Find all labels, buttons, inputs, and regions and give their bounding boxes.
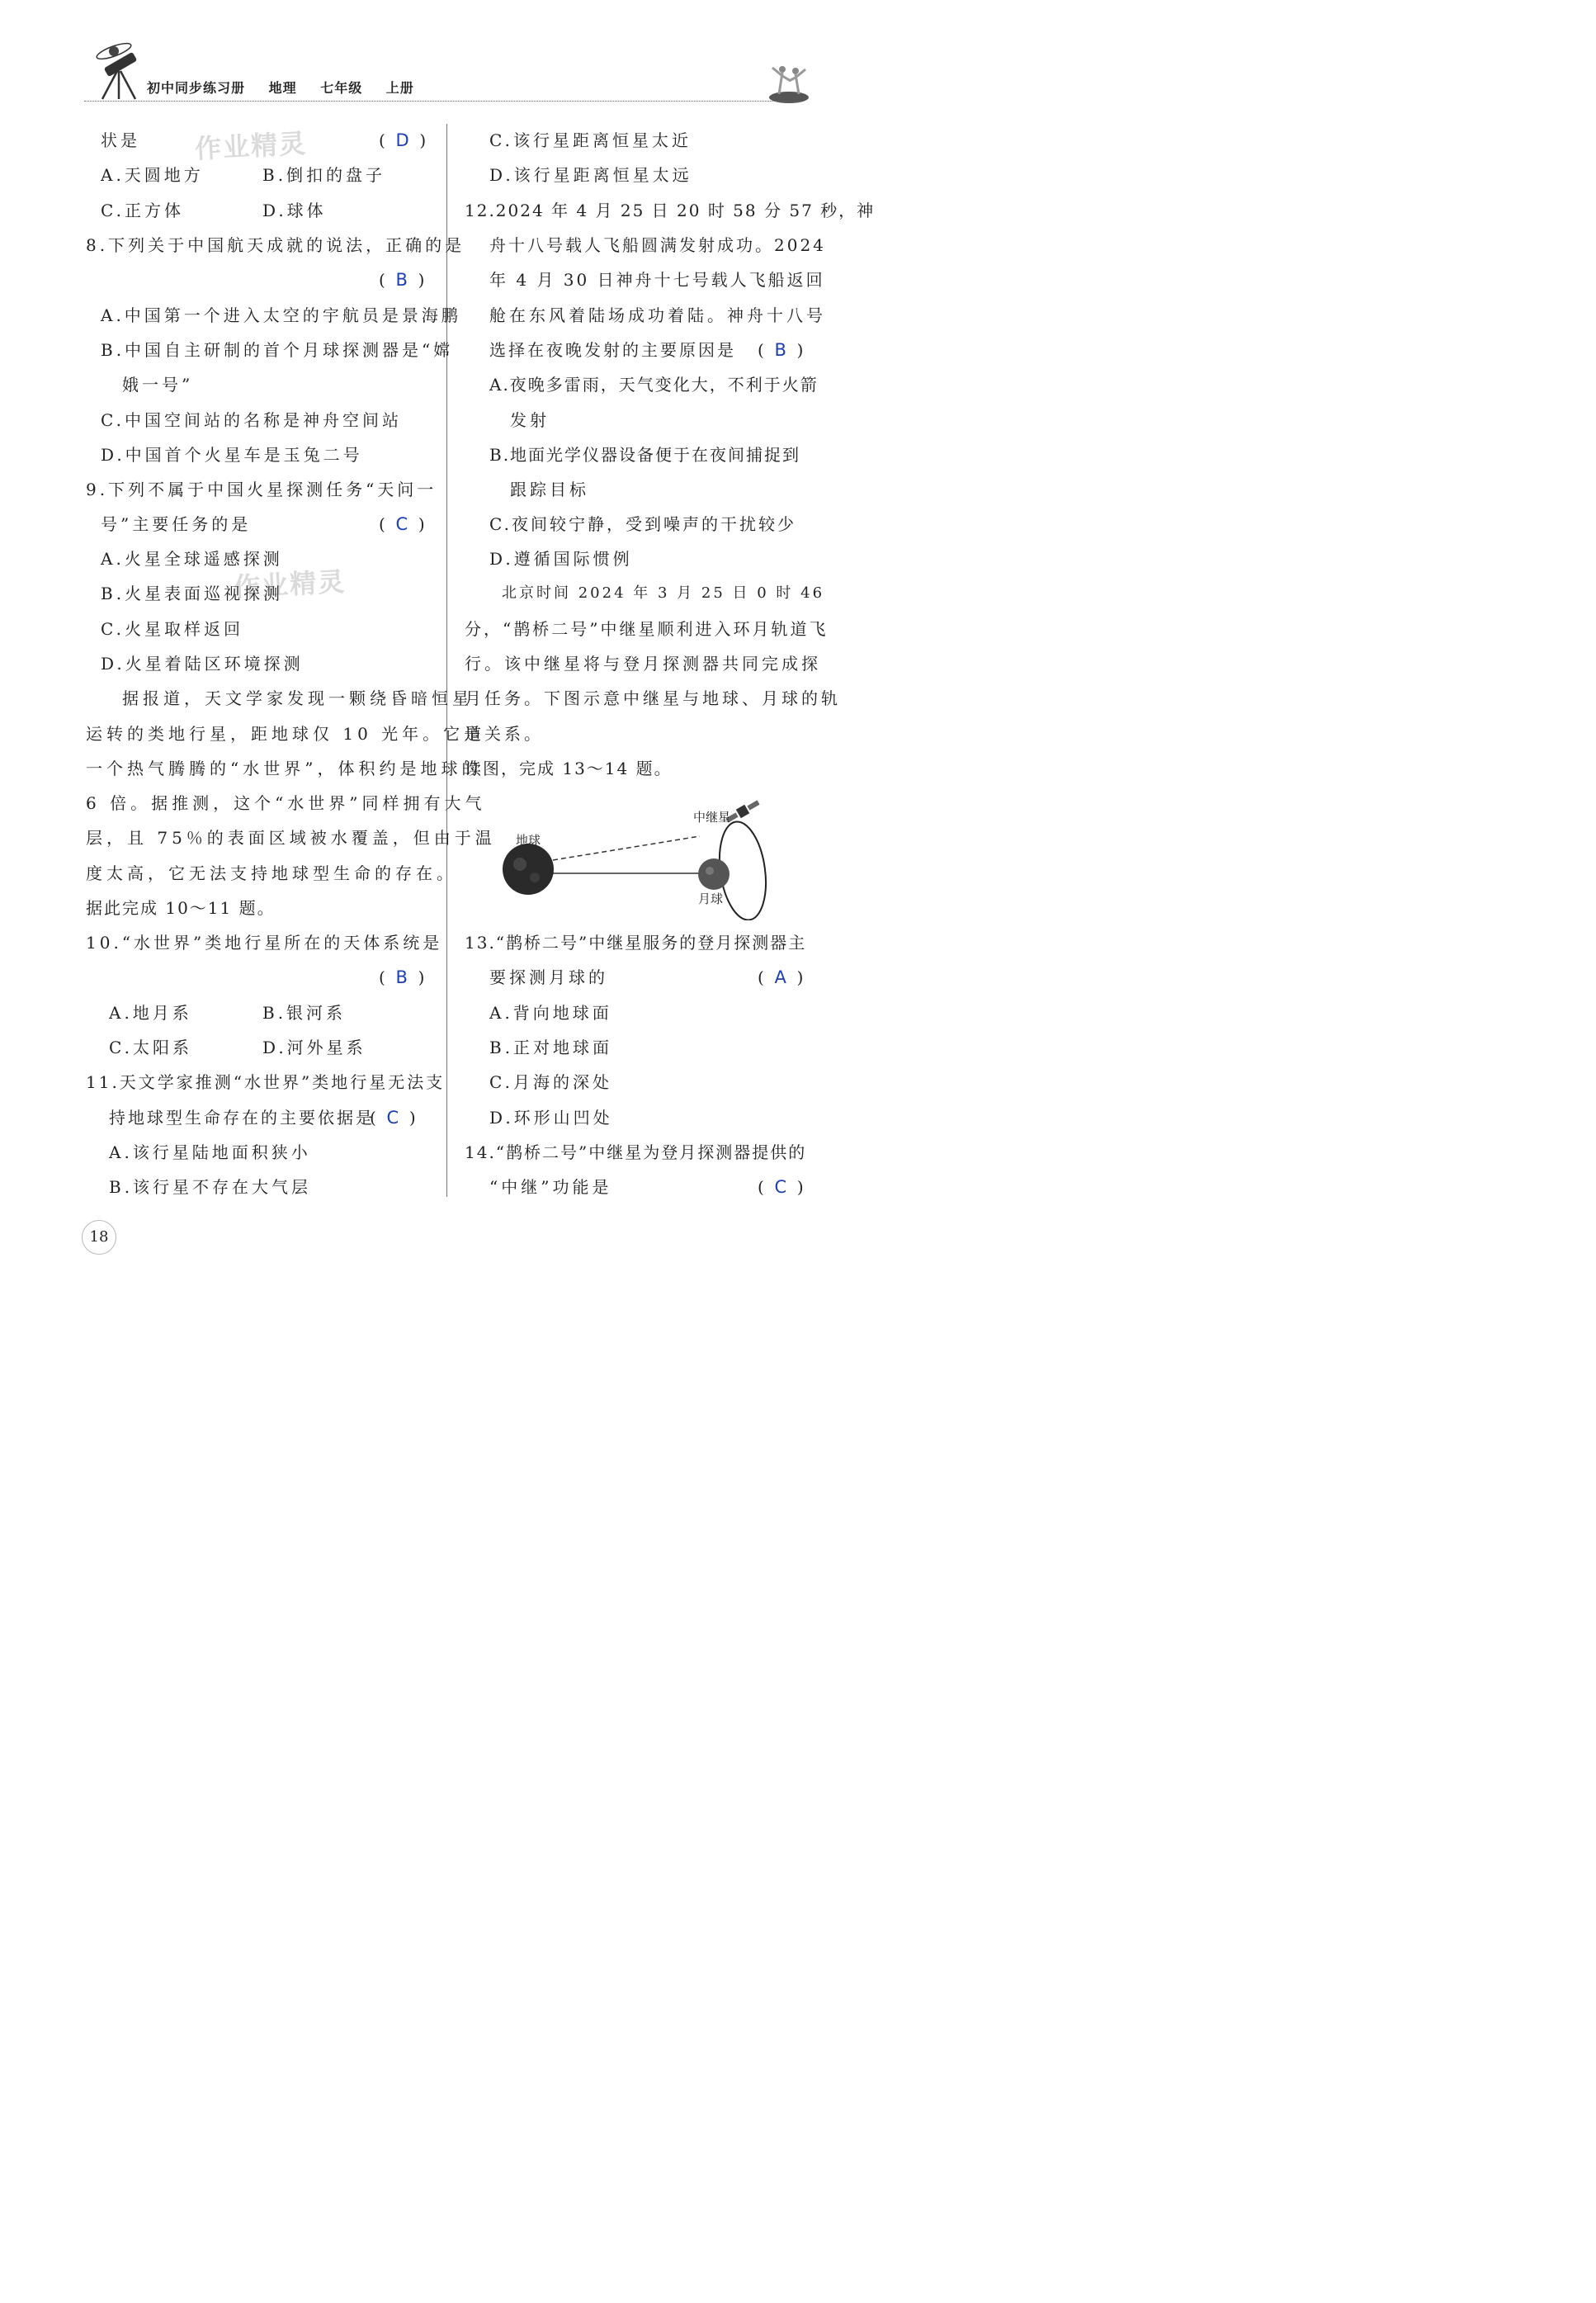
q13-option-b: B.正对地球面 <box>489 1038 613 1057</box>
q14-stem-cont: “中继”功能是 <box>489 1177 612 1197</box>
header-volume: 上册 <box>385 80 414 96</box>
q8-stem: 8.下列关于中国航天成就的说法，正确的是 <box>86 235 465 255</box>
q12-option-b-cont: 跟踪目标 <box>510 480 589 499</box>
q7-option-c: C.正方体 <box>101 201 184 220</box>
q11-answer: C <box>386 1108 399 1128</box>
q7-stem-tail: 状是 <box>101 130 140 150</box>
q10-option-a: A.地月系 <box>109 1003 192 1023</box>
q12-option-c: C.夜间较宁静，受到噪声的干扰较少 <box>489 514 796 534</box>
q7-option-a: A.天圆地方 <box>101 165 204 185</box>
q10-option-b: B.银河系 <box>262 1003 347 1023</box>
orbit-diagram-graphic <box>495 797 792 920</box>
q8-option-c: C.中国空间站的名称是神舟空间站 <box>101 410 402 430</box>
q12-stem-line: 选择在夜晚发射的主要原因是 <box>489 340 736 360</box>
watermark: 作业精灵 <box>194 127 309 165</box>
q13-answer-bracket: ( A ) <box>758 967 804 987</box>
q11-option-a: A.该行星陆地面积狭小 <box>109 1142 311 1162</box>
telescope-logo-icon <box>89 41 145 101</box>
passage-line: 6 倍。据推测，这个“水世界”同样拥有大气 <box>86 793 486 813</box>
q10-answer: B <box>395 967 408 987</box>
watermark: 作业精灵 <box>233 565 347 603</box>
q8-option-a: A.中国第一个进入太空的宇航员是景海鹏 <box>101 305 461 325</box>
q12-option-b: B.地面光学仪器设备便于在夜间捕捉到 <box>489 445 801 465</box>
q10-stem: 10.“水世界”类地行星所在的天体系统是 <box>86 933 443 953</box>
q10-answer-bracket: ( B ) <box>379 967 425 987</box>
q13-option-d: D.环形山凹处 <box>489 1108 613 1128</box>
q9-option-a: A.火星全球遥感探测 <box>101 549 283 569</box>
q13-answer: A <box>774 967 786 987</box>
q11-option-d: D.该行星距离恒星太远 <box>489 165 692 185</box>
passage2-line: 月任务。下图示意中继星与地球、月球的轨 <box>465 688 841 708</box>
q13-option-a: A.背向地球面 <box>489 1003 612 1023</box>
q11-option-b: B.该行星不存在大气层 <box>109 1177 312 1197</box>
q9-option-b: B.火星表面巡视探测 <box>101 584 284 603</box>
q12-option-d: D.遵循国际惯例 <box>489 549 633 569</box>
q8-answer-bracket: ( B ) <box>379 270 425 290</box>
header-subject: 地理 <box>268 80 297 96</box>
q9-option-d: D.火星着陆区环境探测 <box>101 654 304 674</box>
running-header <box>147 78 432 97</box>
q12-option-a-cont: 发射 <box>510 410 550 430</box>
q14-answer: C <box>774 1177 787 1197</box>
q7-answer: D <box>395 130 409 150</box>
header-rule <box>84 101 800 102</box>
q13-stem-cont: 要探测月球的 <box>489 967 608 987</box>
passage2-line: 道关系。 <box>465 724 544 744</box>
q11-stem: 11.天文学家推测“水世界”类地行星无法支 <box>86 1072 446 1092</box>
q12-answer-bracket: ( B ) <box>758 340 804 360</box>
q12-stem-line: 舟十八号载人飞船圆满发射成功。2024 <box>489 235 826 255</box>
page-number: 18 <box>82 1220 116 1255</box>
q12-stem-line: 年 4 月 30 日神舟十七号载人飞船返回 <box>489 270 825 290</box>
q7-answer-bracket: ( D ) <box>379 130 427 150</box>
q14-stem: 14.“鹊桥二号”中继星为登月探测器提供的 <box>465 1142 807 1162</box>
q11-stem-cont: 持地球型生命存在的主要依据是 <box>109 1108 375 1128</box>
q8-option-d: D.中国首个火星车是玉兔二号 <box>101 445 363 465</box>
q10-option-d: D.河外星系 <box>262 1038 366 1057</box>
q13-stem: 13.“鹊桥二号”中继星服务的登月探测器主 <box>465 933 807 953</box>
q9-stem-cont: 号”主要任务的是 <box>101 514 252 534</box>
passage-line: 层，且 75％的表面区域被水覆盖，但由于温 <box>86 828 496 848</box>
header-grade: 七年级 <box>320 80 363 96</box>
q9-option-c: C.火星取样返回 <box>101 619 243 639</box>
passage2-line: 分，“鹊桥二号”中继星顺利进入环月轨道飞 <box>465 619 829 639</box>
passage2-line: 行。该中继星将与登月探测器共同完成探 <box>465 654 821 674</box>
orbit-diagram <box>495 797 792 920</box>
q14-answer-bracket: ( C ) <box>758 1177 804 1197</box>
q11-answer-bracket: ( C ) <box>370 1108 416 1128</box>
q12-option-a: A.夜晚多雷雨，天气变化大，不利于火箭 <box>489 375 819 395</box>
relay-satellite-label: 中继星 <box>693 810 731 825</box>
q8-answer: B <box>395 270 408 290</box>
q12-stem: 12.2024 年 4 月 25 日 20 时 58 分 57 秒，神 <box>465 201 876 220</box>
q8-option-b: B.中国自主研制的首个月球探测器是“嫦 <box>101 340 454 360</box>
header-book: 初中同步练习册 <box>147 80 246 96</box>
passage2-line: 北京时间 2024 年 3 月 25 日 0 时 46 <box>502 584 825 602</box>
column-divider <box>446 124 447 1197</box>
passage-line: 据此完成 10～11 题。 <box>86 898 276 918</box>
q9-answer-bracket: ( C ) <box>379 514 425 534</box>
passage-line: 度太高，它无法支持地球型生命的存在。 <box>86 863 457 883</box>
q10-option-c: C.太阳系 <box>109 1038 192 1057</box>
q8-option-b-cont: 娥一号” <box>122 375 194 395</box>
earth-label: 地球 <box>516 833 541 848</box>
q9-stem: 9.下列不属于中国火星探测任务“天问一 <box>86 480 437 499</box>
q7-option-b: B.倒扣的盘子 <box>262 165 386 185</box>
q11-option-c: C.该行星距离恒星太近 <box>489 130 692 150</box>
passage-line: 据报道，天文学家发现一颗绕昏暗恒星 <box>122 688 473 708</box>
q7-option-d: D.球体 <box>262 201 327 220</box>
moon-label: 月球 <box>698 891 724 906</box>
q13-option-c: C.月海的深处 <box>489 1072 612 1092</box>
passage2-line: 读图，完成 13～14 题。 <box>465 759 673 778</box>
dancers-decoration-icon <box>767 63 810 104</box>
passage-line: 一个热气腾腾的“水世界”，体积约是地球的 <box>86 759 483 778</box>
passage-line: 运转的类地行星，距地球仅 10 光年。它是 <box>86 724 485 744</box>
q9-answer: C <box>395 514 408 534</box>
q12-answer: B <box>774 340 786 360</box>
q12-stem-line: 舱在东风着陆场成功着陆。神舟十八号 <box>489 305 826 325</box>
